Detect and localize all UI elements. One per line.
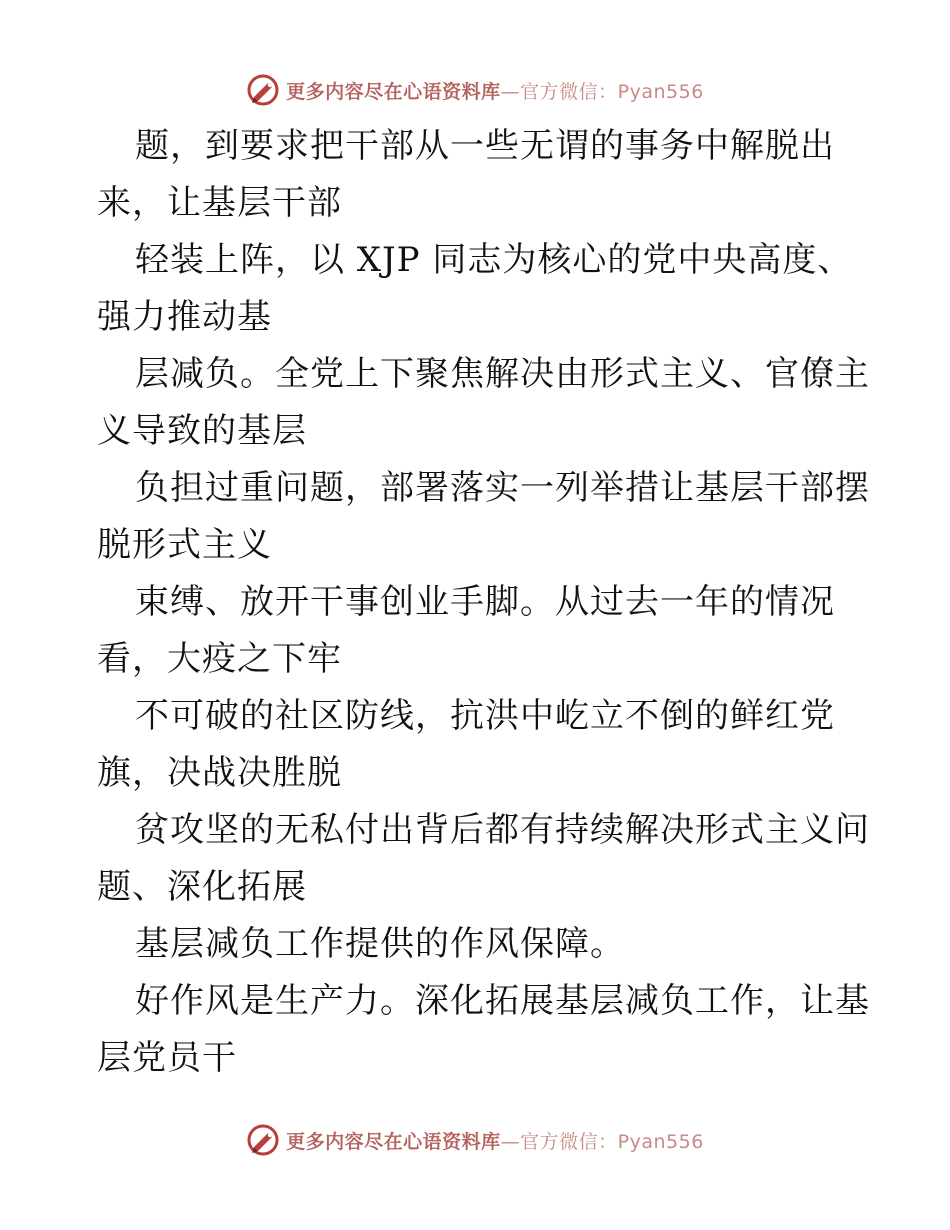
footer-banner-inner — [246, 1123, 704, 1157]
paragraph-line: 贫攻坚的无私付出背后都有持续解决形式主义问 — [135, 810, 870, 850]
paragraph-line: 层减负。全党上下聚焦解决由形式主义、官僚主 — [135, 354, 870, 394]
paragraph-line: 好作风是生产力。深化拓展基层减负工作，让基 — [135, 981, 870, 1021]
header-banner-inner — [246, 73, 704, 107]
paragraph-line: 负担过重问题，部署落实一列举措让基层干部摆 — [135, 468, 870, 508]
paragraph-line: 脱形式主义 — [97, 525, 272, 565]
paragraph-line: 层党员干 — [97, 1038, 237, 1078]
footer-banner — [0, 1120, 950, 1160]
header-brand: 更多内容尽在心语资料库 — [286, 80, 501, 103]
paragraph-line: 基层减负工作提供的作风保障。 — [135, 924, 625, 964]
paragraph-line: 束缚、放开干事创业手脚。从过去一年的情况 — [135, 582, 835, 622]
footer-banner-text — [286, 1127, 704, 1154]
pen-in-circle-icon — [246, 73, 280, 107]
header-separator: — — [500, 80, 521, 103]
paragraph-line: 看，大疫之下牢 — [97, 639, 342, 679]
footer-wechat: 官方微信：Pyan556 — [520, 1130, 704, 1153]
header-wechat: 官方微信：Pyan556 — [520, 80, 704, 103]
paragraph-line: 题，到要求把干部从一些无谓的事务中解脱出 — [135, 126, 835, 166]
document-body — [97, 118, 870, 1087]
paragraph-line: 不可破的社区防线，抗洪中屹立不倒的鲜红党 — [135, 696, 835, 736]
paragraph-line: 来，让基层干部 — [97, 183, 342, 223]
paragraph-line: 旗，决战决胜脱 — [97, 753, 342, 793]
paragraph-line: 题、深化拓展 — [97, 867, 307, 907]
header-banner — [0, 70, 950, 110]
header-banner-text — [286, 77, 704, 104]
paragraph-line: 义导致的基层 — [97, 411, 307, 451]
pen-in-circle-icon — [246, 1123, 280, 1157]
paragraph-line: 轻装上阵，以 XJP 同志为核心的党中央高度、 — [135, 240, 853, 280]
paragraph-line: 强力推动基 — [97, 297, 272, 337]
footer-brand: 更多内容尽在心语资料库 — [286, 1130, 501, 1153]
footer-separator: — — [500, 1130, 521, 1153]
